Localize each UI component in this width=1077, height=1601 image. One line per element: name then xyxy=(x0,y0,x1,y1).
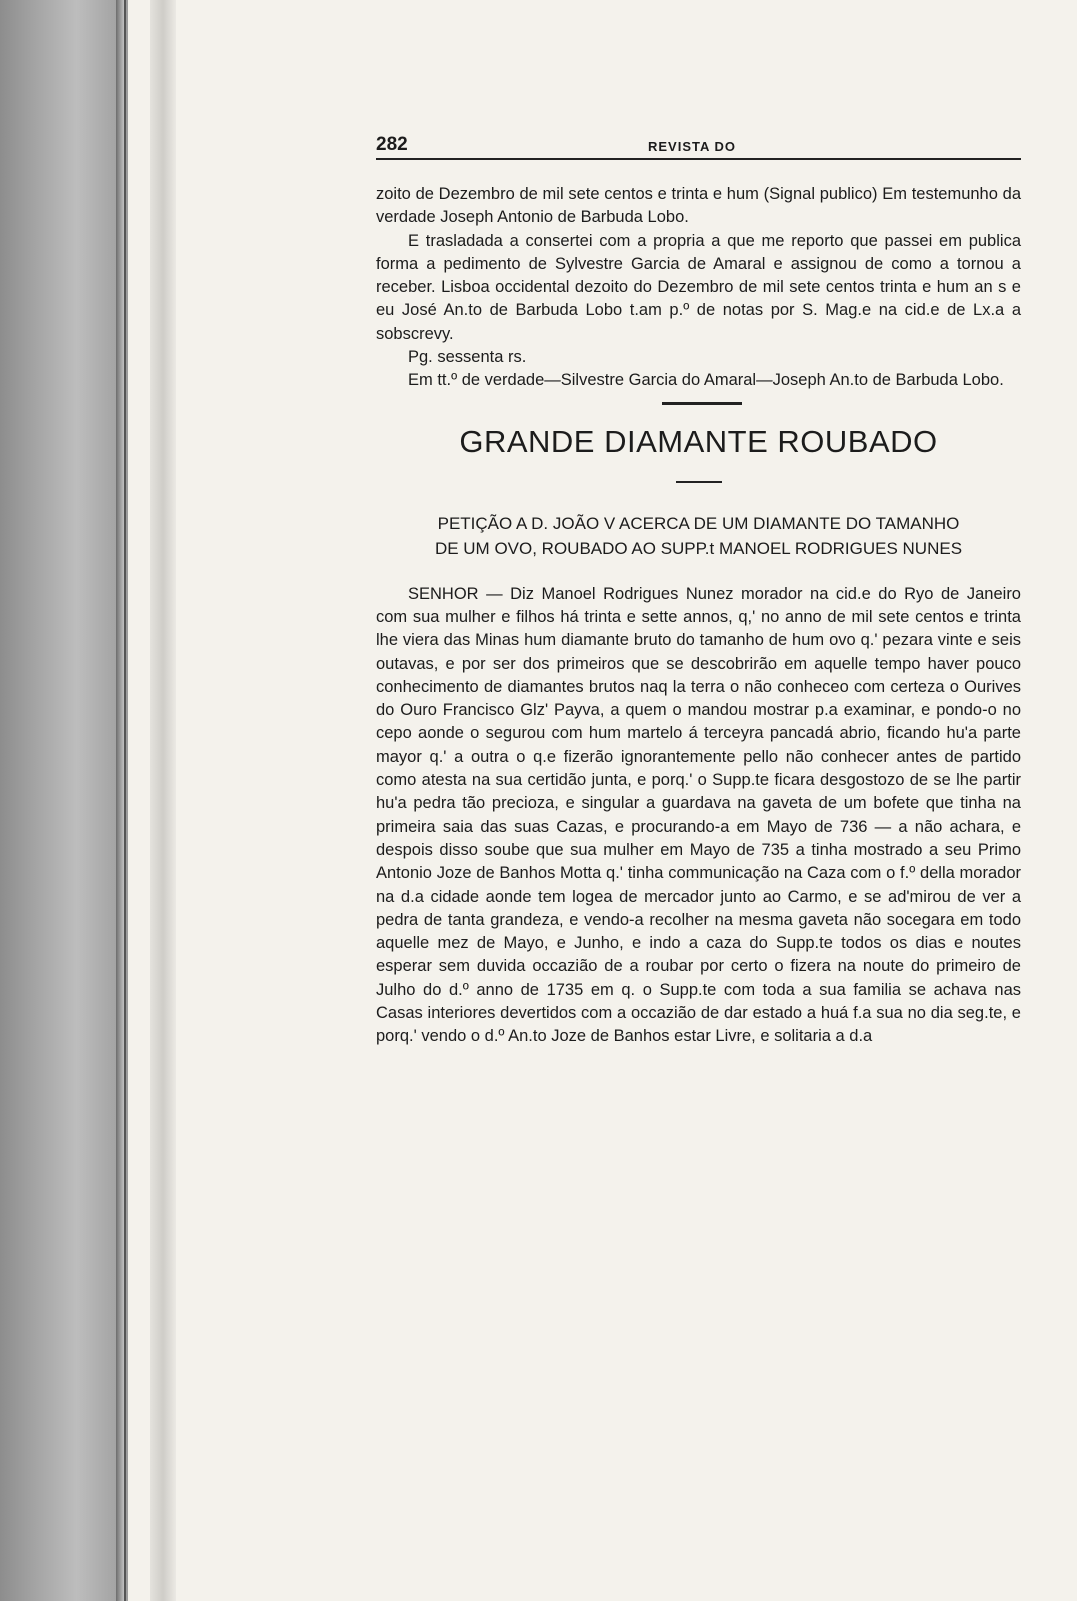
book-gutter xyxy=(0,0,128,1601)
gutter-line xyxy=(124,0,126,1601)
page-content xyxy=(376,130,1021,1049)
paragraph: Em tt.º de verdade—Silvestre Garcia do Amaral—Joseph An.to de Barbuda Lobo. xyxy=(408,371,1004,390)
previous-document-text xyxy=(376,183,1021,393)
paragraph: E trasladada a consertei com a propria a que me reporto que passei em publica forma a pedimento de Sylvestre Garcia de Amaral e assignou de como a tornou a receber. Lisboa occidental dezoito do Dezembro de mil sete centos trinta e hum an s e eu José An.to de Barbuda Lobo t.am p.º de notas por S. Mag.e na cid.e de Lx.a a sobscrevy. xyxy=(376,231,1021,343)
petition-text xyxy=(376,583,1021,1049)
paragraph: SENHOR — Diz Manoel Rodrigues Nunez morador na cid.e do Ryo de Janeiro com sua mulher e filhos há trinta e sette annos, q,' no anno de mil sete centos e trinta lhe viera das Minas hum diamante bruto do tamanho de hum ovo q.' pezara vinte e seis outavas, e por ser dos primeiros que se descobrirão em aquelle tempo haver pouco conhecimento de diamantes brutos naq la terra o não conheceo com certeza o Ourives do Ouro Francisco Glz' Payva, a quem o mandou mostrar p.a examinar, e pondo-o no cepo aonde o segurou com hum martelo á terceyra pancadá abrio, ficando hu'a parte mayor q.' a outra o q.e fizerão ignorantemente pello não conhecer antes de partido como atesta na sua certidão junta, e porq.' o Supp.te ficara desgostozo de se lhe partir hu'a pedra tão precioza, e singular a guardava na gaveta de um bofete que tinha na primeira saia das suas Cazas, e procurando-a em Mayo de 736 — a não achara, e despois disso soube que sua mulher em Mayo de 735 a tinha mostrado a seu Primo Antonio Joze de Banhos Motta q.' tinha communicação na Caza com o f.º della morador na d.a cidade aonde tem logea de mercador junto ao Carmo, e se ad'mirou de ver a pedra de tanta grandeza, e vendo-a recolher na mesma gaveta não socegara em todo aquelle mez de Mayo, e Junho, e indo a caza do Supp.te todos os dias e noutes esperar sem duvida occazião de a roubar por certo o fizera na noute do primeiro de Julho do d.º anno de 1735 em q. o Supp.te com toda a sua familia se achava nas Casas interiores devertidos com a occazião de dar estado a huá f.a sua no dia seg.te, e porq.' vendo o d.º An.to Joze de Banhos estar Livre, e solitaria a d.a xyxy=(376,584,1021,1046)
section-title: GRANDE DIAMANTE ROUBADO xyxy=(459,423,938,459)
running-head xyxy=(376,130,1021,160)
page-number: 282 xyxy=(376,134,408,155)
divider-rule xyxy=(662,402,742,405)
subtitle-line: PETIÇÃO A D. JOÃO V ACERCA DE UM DIAMANTE DO TAMANHO xyxy=(437,513,960,533)
journal-title: REVISTA DO xyxy=(648,139,737,154)
paragraph: zoito de Dezembro de mil sete centos e trinta e hum (Signal publico) Em testemunho da verdade Joseph Antonio de Barbuda Lobo. xyxy=(376,185,1021,227)
subtitle-line: DE UM OVO, ROUBADO AO SUPP.t MANOEL RODRIGUES NUNES xyxy=(434,538,963,558)
paragraph: Pg. sessenta rs. xyxy=(408,348,527,367)
page-spine-shadow xyxy=(150,0,176,1601)
divider-rule xyxy=(676,481,722,483)
section-subtitle xyxy=(376,511,1021,561)
